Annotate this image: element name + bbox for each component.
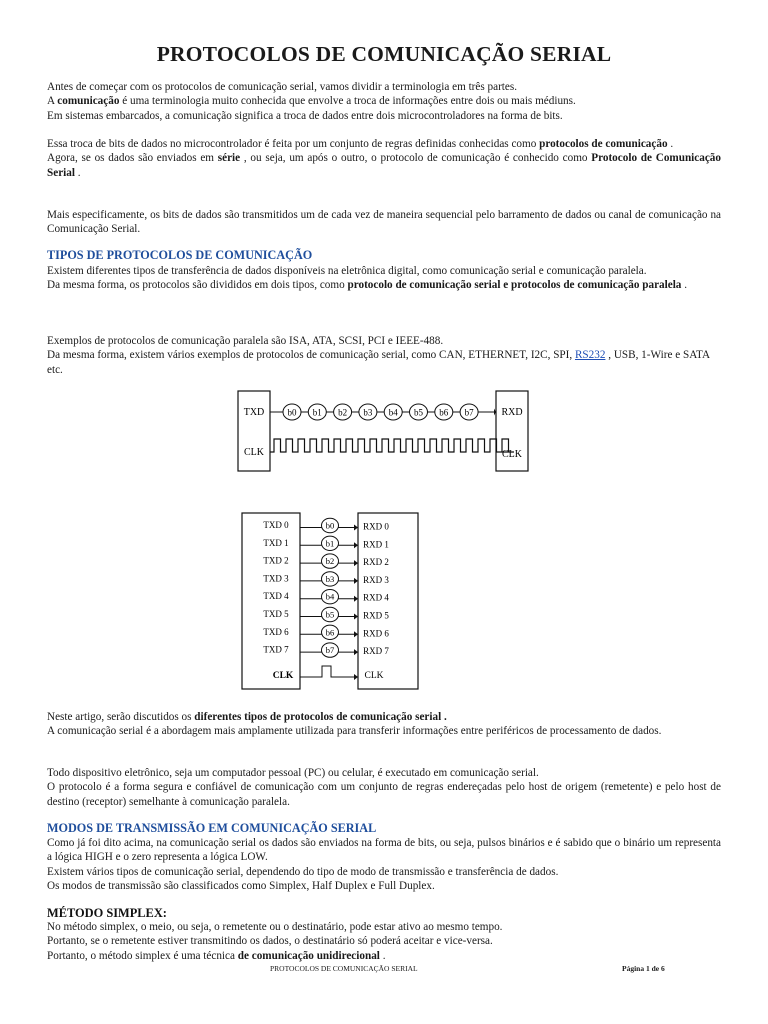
bit-label: b2 (338, 407, 348, 418)
rxd-line-label: RXD 0 (363, 521, 389, 532)
parallel-clk-left-label: CLK (272, 671, 294, 681)
parallel-clk-right-label: CLK (364, 671, 384, 681)
parallel-arrow-head (354, 525, 358, 531)
rs232-link[interactable]: RS232 (574, 349, 606, 362)
txd-line-label: TXD 3 (263, 573, 289, 584)
bit-label: b0 (287, 407, 297, 418)
protocol-security-paragraph: Todo dispositivo eletrônico, seja um computador pessoal (PC) ou celular, é executado em comunicação serial. O protocolo é a forma segura e confiável de comunicação com um conjunto de regras endereçadas pelo host de origem (remetente) e pelo host de destino (receptor) semelhante à comunicação paralela. (47, 767, 721, 808)
examples-paragraph: Exemplos de protocolos de comunicação paralela são ISA, ATA, SCSI, PCI e IEEE-488. Da mesma forma, existem vários exemplos de protocolos de comunicação serial, como CAN, ETHERNET, I2C, SPI, RS232 , USB, 1-Wire e SATA etc. (47, 335, 710, 376)
bit-label: b2 (325, 556, 335, 567)
rxd-line-label: RXD 2 (363, 557, 389, 568)
rxd-line-label: RXD 6 (363, 628, 389, 639)
parallel-arrow-head (354, 542, 358, 548)
rxd-line-label: RXD 4 (363, 592, 389, 603)
bit-label: b7 (464, 407, 474, 418)
parallel-lines-group (263, 518, 389, 657)
bit-label: b6 (439, 407, 449, 418)
footer-title: PROTOCOLOS DE COMUNICAÇÃO SERIAL (270, 964, 418, 973)
intro-paragraph (47, 80, 721, 123)
bit-label: b6 (325, 627, 335, 638)
page-title: PROTOCOLOS DE COMUNICAÇÃO SERIAL (156, 42, 612, 66)
protocol-definition-paragraph: Essa troca de bits de dados no microcontrolador é feita por um conjunto de regras definidas conhecidas como protocolos de comunicação . Agora, se os dados são enviados em série , ou seja, um após o outro, o protocolo de comunicação é conhecido como Protocolo de Comunicação Serial . (47, 138, 721, 179)
txd-line-label: TXD 6 (263, 626, 289, 637)
rxd-line-label: RXD 7 (363, 646, 389, 657)
clock-waveform (270, 439, 514, 452)
rxd-label: RXD (501, 407, 523, 418)
footer-page-number: Página 1 de 6 (622, 964, 665, 973)
parallel-arrow-head (354, 560, 358, 566)
parallel-arrow-head (354, 578, 358, 584)
bit-label: b1 (325, 538, 335, 549)
bit-label: b7 (325, 645, 335, 656)
bit-label: b0 (325, 520, 335, 531)
intro-line-2: A comunicação é uma terminologia muito conhecida que envolve a troca de informações entre dois ou mais médiuns. (47, 95, 576, 108)
clk-right-label: CLK (502, 449, 522, 460)
parallel-clock-arrow (354, 674, 358, 680)
txd-line-label: TXD 5 (263, 609, 289, 619)
rxd-line-label: RXD 1 (363, 539, 389, 550)
serial-definition-paragraph: Mais especificamente, os bits de dados são transmitidos um de cada vez de maneira sequencial pelo barramento de dados ou canal de comunicação na Comunicação Serial. (47, 209, 721, 236)
types-paragraph: Existem diferentes tipos de transferência de dados disponíveis na eletrônica digital, como comunicação serial e comunicação paralela. Da mesma forma, os protocolos são divididos em dois tipos, como protocolo de comunicação serial e protocolos de comunicação paralela . (47, 265, 687, 292)
parallel-arrow-head (354, 649, 358, 655)
txd-line-label: TXD 7 (263, 644, 289, 655)
bit-label: b4 (325, 591, 335, 602)
rxd-line-label: RXD 5 (363, 610, 389, 621)
term-comunicacao: comunicação (57, 95, 120, 108)
bit-label: b3 (363, 407, 373, 418)
parallel-arrow-head (354, 596, 358, 602)
txd-line-label: TXD 0 (263, 520, 289, 530)
transmission-modes-paragraph: Como já foi dito acima, na comunicação serial os dados são enviados na forma de bits, ou seja, pulsos binários e é sabido que o binário um representa a lógica HIGH e o zero representa a lógica LOW. Existem vários tipos de comunicação serial, dependendo do tipo de modo de transmissão e transferência de dados. Os modos de transmissão são classificados como Simplex, Half Duplex e Full Duplex. (47, 837, 721, 892)
rxd-line-label: RXD 3 (363, 574, 389, 585)
bit-label: b1 (312, 407, 322, 418)
txd-line-label: TXD 4 (263, 591, 289, 602)
transmitter-box (238, 391, 270, 471)
parallel-communication-diagram (236, 508, 426, 693)
bit-label: b3 (325, 573, 335, 584)
bit-label: b5 (325, 609, 335, 620)
txd-label: TXD (243, 407, 265, 418)
section-heading-tipos: TIPOS DE PROTOCOLOS DE COMUNICAÇÃO (47, 248, 313, 262)
bit-label: b4 (388, 407, 398, 418)
intro-line-3: Em sistemas embarcados, a comunicação significa a troca de dados entre dois microcontroladores na forma de bits. (47, 109, 563, 122)
parallel-arrow-head (354, 614, 358, 620)
clk-left-label: CLK (244, 447, 264, 458)
bit-label: b5 (414, 407, 423, 418)
article-intro-paragraph: Neste artigo, serão discutidos os diferentes tipos de protocolos de comunicação serial . A comunicação serial é a abordagem mais amplamente utilizada para transferir informações entre periféricos de processamento de dados. (47, 711, 662, 738)
parallel-arrow-head (354, 631, 358, 637)
txd-line-label: TXD 1 (263, 537, 289, 548)
serial-communication-diagram (230, 385, 540, 477)
section-heading-simplex: MÉTODO SIMPLEX: (47, 906, 167, 920)
intro-line-1: Antes de começar com os protocolos de comunicação serial, vamos dividir a terminologia em três partes. (47, 81, 518, 93)
section-heading-modos: MODOS DE TRANSMISSÃO EM COMUNICAÇÃO SERIAL (47, 821, 377, 835)
txd-line-label: TXD 2 (263, 555, 289, 566)
parallel-clock-pulse (300, 666, 356, 677)
simplex-paragraph: No método simplex, o meio, ou seja, o remetente ou o destinatário, pode estar ativo ao mesmo tempo. Portanto, se o remetente estiver transmitindo os dados, o destinatário só poderá aceitar e vice-versa. Portanto, o método simplex é uma técnica de comunicação unidirecional . (47, 921, 503, 962)
